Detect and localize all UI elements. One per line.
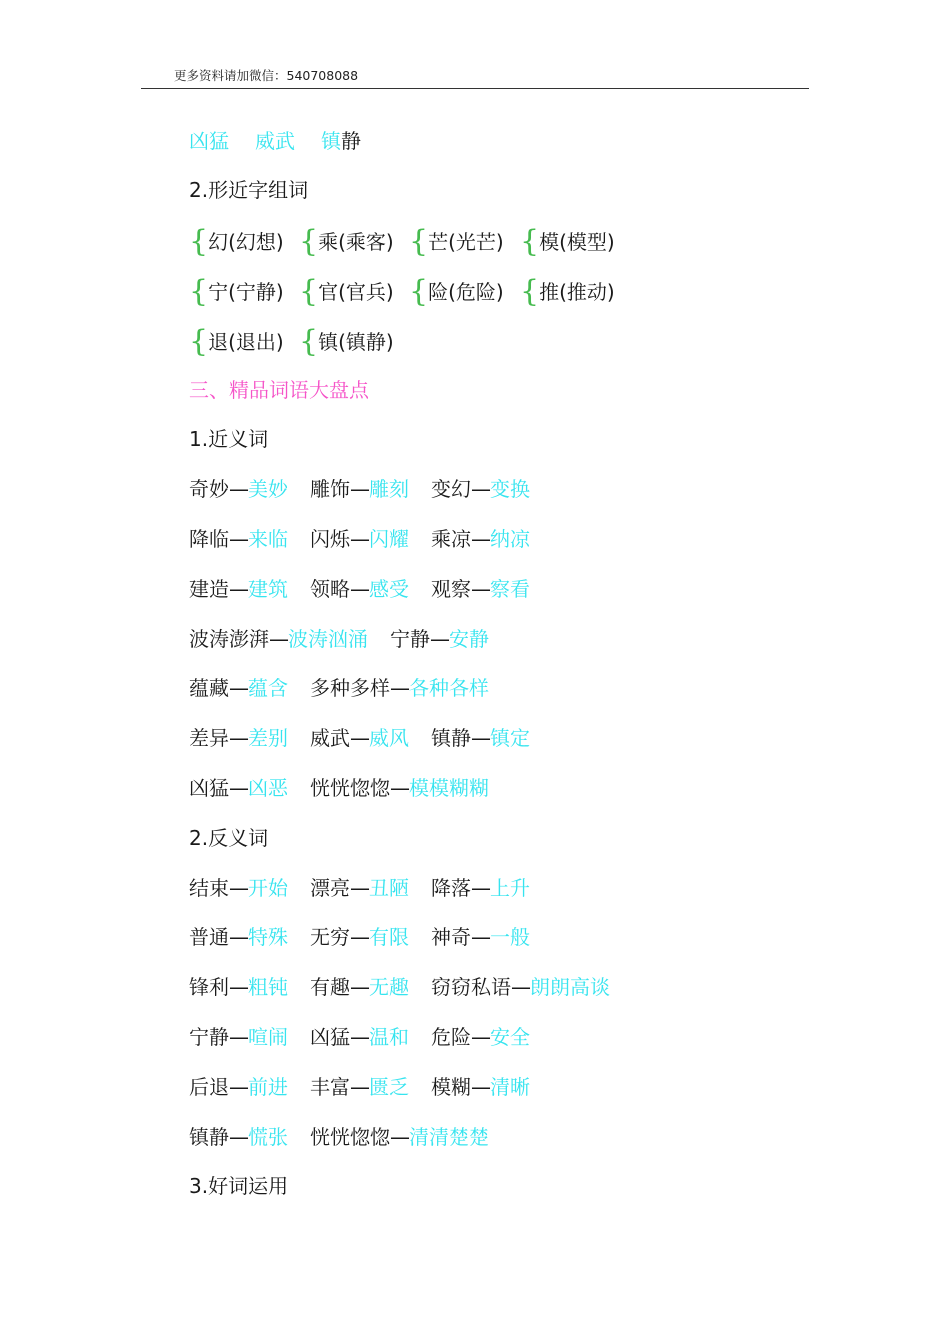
word-pair [189,675,288,701]
dash-separator: — [229,925,248,949]
xingjin-word: 幻(幻想) [208,230,284,254]
word-pair [431,924,530,950]
dash-separator: — [269,627,288,651]
brace-icon: { [520,274,540,309]
word-answer: 感受 [369,577,409,601]
xingjin-word: 退(退出) [208,330,284,354]
dash-separator: — [229,1025,248,1049]
word-answer: 温和 [369,1025,409,1049]
word-pair-row [189,875,552,901]
dash-separator: — [229,975,248,999]
dash-separator: — [471,527,490,551]
word-pair-row [189,974,632,1000]
word-answer: 开始 [248,876,288,900]
xingjin-word: 芒(光芒) [428,230,504,254]
word-term: 凶猛 [310,1025,350,1049]
dash-separator: — [471,925,490,949]
brace-icon: { [189,274,209,309]
dash-separator: — [350,925,369,949]
word-pair [390,626,489,652]
word-cyan: 威武 [255,129,295,153]
word-pair-row [189,725,552,751]
word-term: 差异 [189,726,229,750]
dash-separator: — [471,1075,490,1099]
xingjin-group [189,224,284,259]
xingjin-group [299,324,394,359]
word-pair-row [189,775,511,801]
word-answer: 前进 [248,1075,288,1099]
word-term: 有趣 [310,975,350,999]
word-term: 恍恍惚惚 [310,776,390,800]
word-answer: 雕刻 [369,477,409,501]
word-pair [431,1074,530,1100]
dash-separator: — [471,577,490,601]
word-term: 丰富 [310,1075,350,1099]
word-pair-row [189,1124,511,1150]
word-term: 宁静 [390,627,430,651]
section-title-jinyici: 1.近义词 [189,427,269,451]
word-answer: 安全 [490,1025,530,1049]
word-term: 领略 [310,577,350,601]
word-pair [310,775,489,801]
word-answer: 无趣 [369,975,409,999]
word-term: 神奇 [431,925,471,949]
word-answer: 匮乏 [369,1075,409,1099]
word-pair [310,1024,409,1050]
word-answer: 特殊 [248,925,288,949]
word-line-1 [189,128,361,154]
xingjin-group [299,224,394,259]
dash-separator: — [390,1125,409,1149]
word-answer: 模模糊糊 [409,776,489,800]
xingjin-group [520,274,615,309]
dash-separator: — [350,577,369,601]
word-pair [189,974,288,1000]
word-pair-row [189,1024,552,1050]
word-pair [189,1024,288,1050]
word-term: 雕饰 [310,477,350,501]
word-term: 波涛澎湃 [189,627,269,651]
word-pair [310,576,409,602]
word-answer: 安静 [449,627,489,651]
word-term: 降落 [431,876,471,900]
word-answer: 美妙 [248,477,288,501]
brace-icon: { [189,324,209,359]
dash-separator: — [229,726,248,750]
dash-separator: — [350,477,369,501]
word-term: 凶猛 [189,776,229,800]
word-term: 乘凉 [431,527,471,551]
word-answer: 有限 [369,925,409,949]
word-answer: 闪耀 [369,527,409,551]
dash-separator: — [350,1025,369,1049]
word-pair-row [189,476,552,502]
xingjin-word: 镇(镇静) [318,330,394,354]
word-pair [310,1124,489,1150]
word-pair [310,476,409,502]
word-pair [189,576,288,602]
word-answer: 建筑 [248,577,288,601]
word-answer: 差别 [248,726,288,750]
brace-icon: { [299,224,319,259]
word-term: 蕴藏 [189,676,229,700]
word-pair [189,526,288,552]
word-pair-row [189,576,552,602]
xingjin-word: 险(危险) [428,280,504,304]
word-term: 闪烁 [310,527,350,551]
word-answer: 凶恶 [248,776,288,800]
dash-separator: — [471,726,490,750]
word-answer: 清晰 [490,1075,530,1099]
word-pair [431,725,530,751]
xingjin-word: 官(官兵) [318,280,394,304]
word-answer: 波涛汹涌 [288,627,368,651]
word-term: 多种多样 [310,676,390,700]
dash-separator: — [229,1075,248,1099]
word-term: 建造 [189,577,229,601]
word-term: 变幻 [431,477,471,501]
word-answer: 清清楚楚 [409,1125,489,1149]
dash-separator: — [390,776,409,800]
word-answer: 察看 [490,577,530,601]
dash-separator: — [350,1075,369,1099]
word-term: 危险 [431,1025,471,1049]
dash-separator: — [229,477,248,501]
word-pair [431,875,530,901]
word-cyan: 凶猛 [189,129,229,153]
word-cyan: 镇 [321,129,341,153]
dash-separator: — [390,676,409,700]
word-pair [310,725,409,751]
word-term: 漂亮 [310,876,350,900]
xingjin-group [189,274,284,309]
word-term: 窃窃私语 [431,975,511,999]
word-answer: 蕴含 [248,676,288,700]
dash-separator: — [350,876,369,900]
word-pair [431,974,610,1000]
section-title-xingjinzi: 2.形近字组词 [189,178,309,202]
word-pair [310,875,409,901]
word-term: 奇妙 [189,477,229,501]
dash-separator: — [229,1125,248,1149]
word-pair [189,1074,288,1100]
word-answer: 朗朗高谈 [530,975,610,999]
word-pair-row [189,526,552,552]
word-pair [189,626,368,652]
section-title-jingpin: 三、精品词语大盘点 [189,378,369,402]
word-pair [310,526,409,552]
word-term: 镇静 [431,726,471,750]
word-pair [189,775,288,801]
word-term: 恍恍惚惚 [310,1125,390,1149]
section-title-haoci: 3.好词运用 [189,1174,289,1198]
brace-icon: { [299,274,319,309]
word-term: 模糊 [431,1075,471,1099]
section-title-fanyici: 2.反义词 [189,826,269,850]
xingjin-word: 宁(宁静) [208,280,284,304]
xingjin-group [409,274,504,309]
word-answer: 上升 [490,876,530,900]
word-term: 锋利 [189,975,229,999]
dash-separator: — [229,876,248,900]
xingjin-group [299,274,394,309]
brace-icon: { [409,274,429,309]
page-header-text: 更多资料请加微信：540708088 [174,68,359,83]
word-pair-row [189,1074,552,1100]
brace-icon: { [299,324,319,359]
xingjin-group [409,224,504,259]
dash-separator: — [350,527,369,551]
word-term: 威武 [310,726,350,750]
word-pair [189,725,288,751]
word-answer: 镇定 [490,726,530,750]
xingjin-group [189,324,284,359]
word-pair [431,526,530,552]
word-answer: 慌张 [248,1125,288,1149]
dash-separator: — [229,676,248,700]
brace-icon: { [520,224,540,259]
word-pair [310,924,409,950]
dash-separator: — [350,726,369,750]
word-term: 后退 [189,1075,229,1099]
word-term: 无穷 [310,925,350,949]
word-pair-row [189,626,511,652]
word-pair [310,1074,409,1100]
xingjin-word: 乘(乘客) [318,230,394,254]
word-answer: 各种各样 [409,676,489,700]
dash-separator: — [350,975,369,999]
xingjin-word: 推(推动) [539,280,615,304]
brace-icon: { [409,224,429,259]
word-pair [310,974,409,1000]
word-pair-row [189,924,552,950]
word-pair [189,1124,288,1150]
word-pair-row [189,675,511,701]
word-pair [431,576,530,602]
word-term: 观察 [431,577,471,601]
dash-separator: — [471,876,490,900]
word-term: 结束 [189,876,229,900]
brace-icon: { [189,224,209,259]
word-answer: 喧闹 [248,1025,288,1049]
word-term: 镇静 [189,1125,229,1149]
dash-separator: — [229,527,248,551]
dash-separator: — [471,477,490,501]
word-answer: 威风 [369,726,409,750]
word-answer: 一般 [490,925,530,949]
word-term: 宁静 [189,1025,229,1049]
dash-separator: — [430,627,449,651]
word-pair [431,1024,530,1050]
xingjin-word: 模(模型) [539,230,615,254]
dash-separator: — [471,1025,490,1049]
word-answer: 纳凉 [490,527,530,551]
header-divider [141,88,809,89]
dash-separator: — [229,577,248,601]
word-black: 静 [341,129,361,153]
word-pair [310,675,489,701]
word-pair [189,924,288,950]
word-pair [189,476,288,502]
dash-separator: — [229,776,248,800]
word-answer: 丑陋 [369,876,409,900]
xingjin-group [520,224,615,259]
word-term: 普通 [189,925,229,949]
word-answer: 来临 [248,527,288,551]
word-term: 降临 [189,527,229,551]
word-answer: 粗钝 [248,975,288,999]
dash-separator: — [511,975,530,999]
word-pair [189,875,288,901]
word-answer: 变换 [490,477,530,501]
word-pair [431,476,530,502]
